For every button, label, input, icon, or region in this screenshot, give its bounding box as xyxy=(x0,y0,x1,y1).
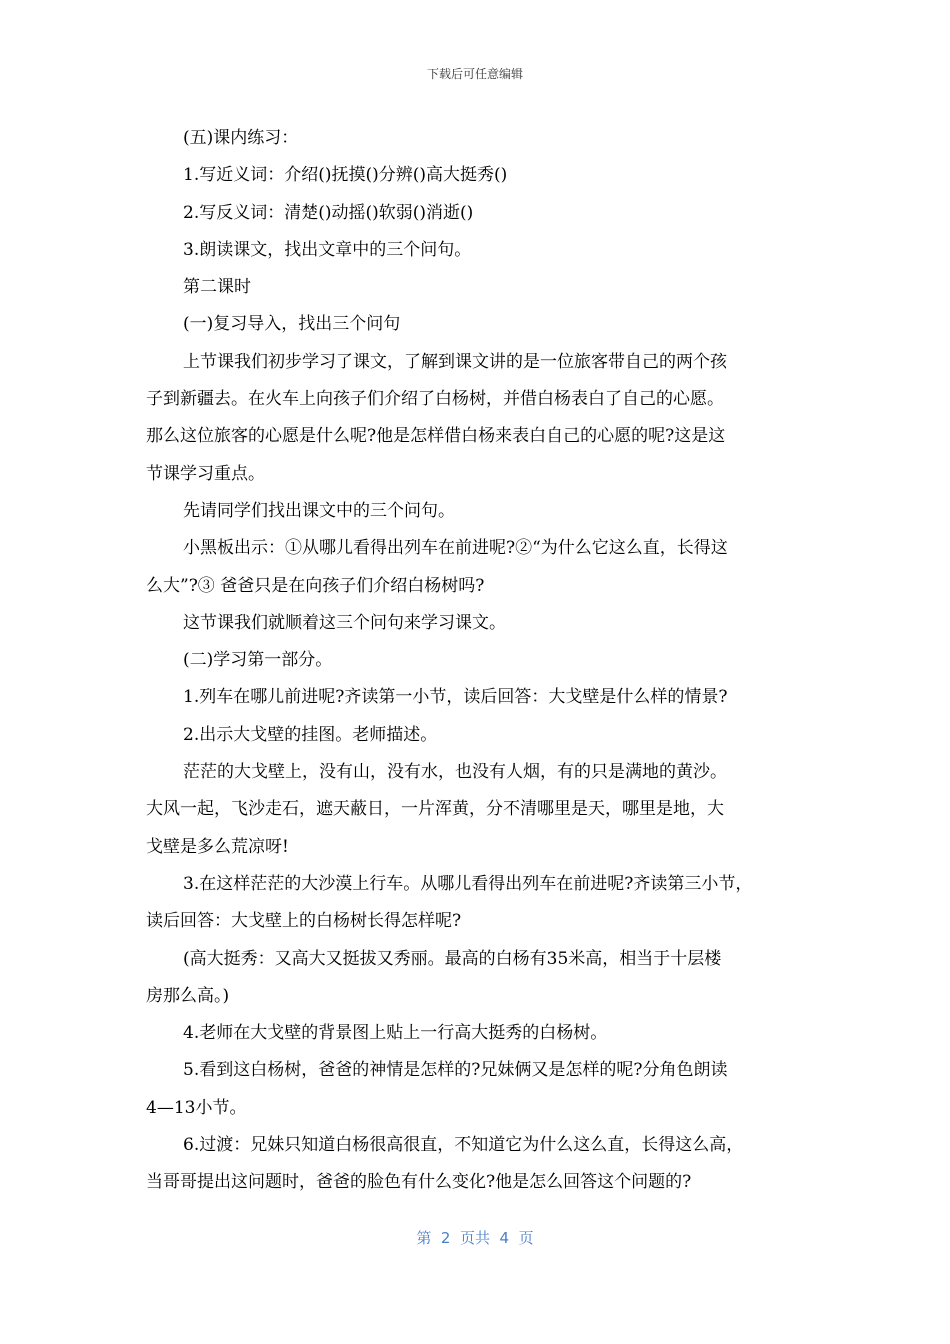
text-line: 3.在这样茫茫的大沙漠上行车。从哪儿看得出列车在前进呢?齐读第三小节， xyxy=(183,873,753,894)
text-line: (五)课内练习： xyxy=(183,128,299,148)
text-line: 4.老师在大戈壁的背景图上贴上一行高大挺秀的白杨树。 xyxy=(183,1023,608,1044)
text-line: 小黑板出示：①从哪儿看得出列车在前进呢?②“为什么它这么直，长得这 xyxy=(183,538,728,559)
text-line: 么大”?③ 爸爸只是在向孩子们介绍白杨树吗? xyxy=(146,575,485,596)
text-line: 子到新疆去。在火车上向孩子们介绍了白杨树，并借白杨表白了自己的心愿。 xyxy=(146,389,724,410)
text-line: 大风一起，飞沙走石，遮天蔽日，一片浑黄，分不清哪里是天，哪里是地，大 xyxy=(146,799,724,820)
text-line: 这节课我们就顺着这三个问句来学习课文。 xyxy=(183,612,506,633)
text-line: 读后回答：大戈壁上的白杨树长得怎样呢? xyxy=(146,911,462,932)
page-header: 下载后可任意编辑 xyxy=(426,67,523,81)
text-line: 3.朗读课文，找出文章中的三个问句。 xyxy=(183,239,472,260)
text-line: 第二课时 xyxy=(183,277,251,298)
text-line: 那么这位旅客的心愿是什么呢?他是怎样借白杨来表白自己的心愿的呢?这是这 xyxy=(146,426,726,447)
document-body xyxy=(146,120,808,1202)
text-line: 戈壁是多么荒凉呀! xyxy=(146,836,289,857)
text-line: 2.出示大戈壁的挂图。老师描述。 xyxy=(183,724,438,745)
text-line: (高大挺秀：又高大又挺拔又秀丽。最高的白杨有35米高，相当于十层楼 xyxy=(183,948,722,969)
text-line: 6.过渡：兄妹只知道白杨很高很直，不知道它为什么这么直，长得这么高， xyxy=(183,1135,744,1156)
text-line: 2.写反义词：清楚()动摇()软弱()消逝() xyxy=(183,202,474,223)
text-line: 节课学习重点。 xyxy=(146,463,265,484)
text-line: 房那么高。) xyxy=(146,985,230,1006)
text-line: 当哥哥提出这问题时，爸爸的脸色有什么变化?他是怎么回答这个问题的? xyxy=(146,1172,692,1193)
text-line: 1.列车在哪儿前进呢?齐读第一小节，读后回答：大戈壁是什么样的情景? xyxy=(183,687,728,708)
text-line: 茫茫的大戈壁上，没有山，没有水，也没有人烟，有的只是满地的黄沙。 xyxy=(183,762,727,783)
text-line: (一)复习导入，找出三个问句 xyxy=(183,314,401,335)
text-line: 1.写近义词：介绍()抚摸()分辨()高大挺秀() xyxy=(183,165,508,186)
text-line: 5.看到这白杨树，爸爸的神情是怎样的?兄妹俩又是怎样的呢?分角色朗读 xyxy=(183,1060,728,1081)
text-line: (二)学习第一部分。 xyxy=(183,650,333,671)
text-line: 先请同学们找出课文中的三个问句。 xyxy=(183,500,455,521)
page-number-footer: 第 2 页共 4 页 xyxy=(416,1229,534,1247)
text-line: 4—13小节。 xyxy=(146,1097,247,1118)
text-line: 上节课我们初步学习了课文，了解到课文讲的是一位旅客带自己的两个孩 xyxy=(183,351,727,372)
